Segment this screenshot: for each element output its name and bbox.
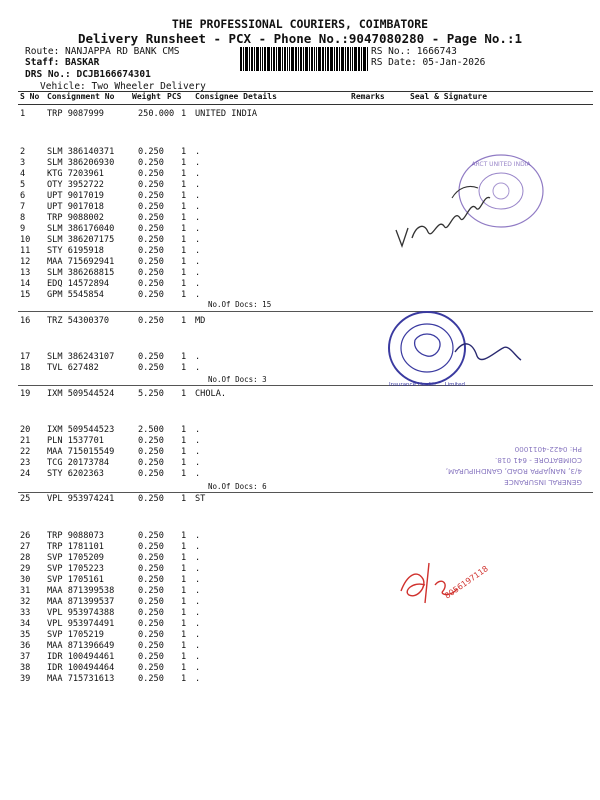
rs-date: RS Date: 05-Jan-2026 [371, 57, 486, 68]
row-consignee: . [195, 257, 201, 267]
row-weight: 0.250 [138, 352, 164, 362]
row-consignee: . [195, 290, 201, 300]
signature-red [395, 555, 490, 613]
row-consignment: SLM 386268815 [47, 268, 115, 278]
row-weight: 0.250 [138, 202, 164, 212]
row-consignee: MD [195, 316, 206, 326]
row-weight: 0.250 [138, 458, 164, 468]
doc-count-group3: No.Of Docs: 6 [208, 482, 267, 491]
row-sno: 18 [20, 363, 31, 373]
row-weight: 0.250 [138, 235, 164, 245]
row-weight: 250.000 [138, 109, 175, 119]
row-consignment: TVL 627482 [47, 363, 99, 373]
table-row [0, 630, 600, 641]
row-sno: 8 [20, 213, 26, 223]
row-pcs: 1 [181, 597, 187, 607]
row-consignee: . [195, 268, 201, 278]
row-pcs: 1 [181, 652, 187, 662]
row-consignee: . [195, 674, 201, 684]
address-stamp-line: GENERAL INSURANCE [504, 478, 582, 487]
row-pcs: 1 [181, 202, 187, 212]
row-consignee: . [195, 180, 201, 190]
row-consignee: . [195, 169, 201, 179]
table-row [0, 531, 600, 542]
row-consignment: IDR 100494461 [47, 652, 115, 662]
row-consignment: EDQ 14572894 [47, 279, 110, 289]
row-sno: 4 [20, 169, 26, 179]
row-consignee: . [195, 447, 201, 457]
row-weight: 0.250 [138, 147, 164, 157]
row-sno: 20 [20, 425, 31, 435]
row-consignee: . [195, 597, 201, 607]
row-weight: 0.250 [138, 224, 164, 234]
row-consignee: . [195, 469, 201, 479]
row-consignee: . [195, 352, 201, 362]
row-consignment: PLN 1537701 [47, 436, 104, 446]
table-row [0, 109, 600, 120]
table-row [0, 597, 600, 608]
row-sno: 35 [20, 630, 31, 640]
row-consignee: . [195, 458, 201, 468]
row-consignee: . [195, 191, 201, 201]
row-consignee: . [195, 213, 201, 223]
row-sno: 14 [20, 279, 31, 289]
row-weight: 0.250 [138, 191, 164, 201]
col-sno: S No [20, 92, 40, 101]
signature2-text: 8056197118 [442, 564, 490, 601]
address-stamp-line: 4/3, NANJAPPA ROAD, GANDHIPURAM, [445, 467, 582, 476]
row-sno: 19 [20, 389, 31, 399]
row-pcs: 1 [181, 469, 187, 479]
row-pcs: 1 [181, 641, 187, 651]
row-weight: 0.250 [138, 180, 164, 190]
row-sno: 21 [20, 436, 31, 446]
row-consignee: . [195, 586, 201, 596]
vehicle-label: Vehicle: Two Wheeler Delivery [40, 81, 206, 92]
row-weight: 0.250 [138, 674, 164, 684]
drs-number: DRS No.: DCJB166674301 [25, 69, 151, 80]
row-consignment: UPT 9017018 [47, 202, 104, 212]
row-consignment: OTY 3952722 [47, 180, 104, 190]
row-consignment: SLM 386176040 [47, 224, 115, 234]
row-weight: 0.250 [138, 268, 164, 278]
row-consignee: . [195, 436, 201, 446]
row-weight: 0.250 [138, 436, 164, 446]
table-row [0, 553, 600, 564]
row-sno: 13 [20, 268, 31, 278]
address-stamp [392, 400, 582, 488]
staff-label: Staff: BASKAR [25, 57, 100, 68]
row-sno: 30 [20, 575, 31, 585]
row-pcs: 1 [181, 213, 187, 223]
table-row [0, 290, 600, 301]
table-row [0, 564, 600, 575]
col-weight: Weight [132, 92, 161, 101]
table-row [0, 246, 600, 257]
row-sno: 37 [20, 652, 31, 662]
insurance-stamp [385, 308, 535, 390]
table-row [0, 268, 600, 279]
row-consignment: MAA 715731613 [47, 674, 115, 684]
row-consignee: . [195, 652, 201, 662]
row-consignment: MAA 871399538 [47, 586, 115, 596]
table-row [0, 235, 600, 246]
row-weight: 0.250 [138, 447, 164, 457]
row-weight: 0.250 [138, 158, 164, 168]
row-sno: 15 [20, 290, 31, 300]
table-row [0, 586, 600, 597]
col-consignment: Consignment No [47, 92, 115, 101]
row-pcs: 1 [181, 224, 187, 234]
row-consignee: . [195, 641, 201, 651]
row-pcs: 1 [181, 436, 187, 446]
row-consignment: SLM 386243107 [47, 352, 115, 362]
row-sno: 25 [20, 494, 31, 504]
row-weight: 0.250 [138, 469, 164, 479]
row-pcs: 1 [181, 363, 187, 373]
table-row [0, 641, 600, 652]
row-pcs: 1 [181, 586, 187, 596]
runsheet-subtitle: Delivery Runsheet - PCX - Phone No.:9047080280 - Page No.:1 [77, 31, 522, 46]
row-consignment: TRP 9088002 [47, 213, 104, 223]
row-consignee: . [195, 542, 201, 552]
row-sno: 11 [20, 246, 31, 256]
row-pcs: 1 [181, 494, 187, 504]
row-pcs: 1 [181, 608, 187, 618]
row-pcs: 1 [181, 352, 187, 362]
row-weight: 0.250 [138, 553, 164, 563]
row-pcs: 1 [181, 663, 187, 673]
address-stamp-line: COIMBATORE - 641 018. [494, 456, 582, 465]
row-consignee: . [195, 575, 201, 585]
row-pcs: 1 [181, 447, 187, 457]
table-row [0, 608, 600, 619]
row-weight: 0.250 [138, 213, 164, 223]
row-consignment: SLM 386207175 [47, 235, 115, 245]
doc-count-group2: No.Of Docs: 3 [208, 375, 267, 384]
table-row [0, 575, 600, 586]
row-pcs: 1 [181, 316, 187, 326]
row-pcs: 1 [181, 564, 187, 574]
table-row [0, 674, 600, 685]
row-consignment: IDR 100494464 [47, 663, 115, 673]
row-consignee: . [195, 608, 201, 618]
row-pcs: 1 [181, 389, 187, 399]
row-consignee: . [195, 158, 201, 168]
table-row [0, 652, 600, 663]
row-consignee: UNITED INDIA [195, 109, 258, 119]
row-consignee: . [195, 279, 201, 289]
row-pcs: 1 [181, 147, 187, 157]
row-pcs: 1 [181, 619, 187, 629]
row-sno: 9 [20, 224, 26, 234]
row-sno: 29 [20, 564, 31, 574]
row-weight: 0.250 [138, 316, 164, 326]
row-weight: 0.250 [138, 652, 164, 662]
row-sno: 6 [20, 191, 26, 201]
row-weight: 0.250 [138, 279, 164, 289]
row-pcs: 1 [181, 169, 187, 179]
row-consignment: SLM 386206930 [47, 158, 115, 168]
row-consignee: . [195, 224, 201, 234]
row-pcs: 1 [181, 279, 187, 289]
barcode [240, 47, 368, 71]
row-sno: 22 [20, 447, 31, 457]
row-consignment: TRP 9087999 [47, 109, 104, 119]
row-weight: 0.250 [138, 586, 164, 596]
row-consignee: . [195, 564, 201, 574]
row-weight: 0.250 [138, 257, 164, 267]
row-consignee: . [195, 663, 201, 673]
row-consignee: ST [195, 494, 206, 504]
row-consignment: TRP 9088073 [47, 531, 104, 541]
row-consignment: SVP 1705223 [47, 564, 104, 574]
row-consignment: KTG 7203961 [47, 169, 104, 179]
row-sno: 23 [20, 458, 31, 468]
row-pcs: 1 [181, 257, 187, 267]
row-sno: 36 [20, 641, 31, 651]
row-sno: 28 [20, 553, 31, 563]
row-consignee: . [195, 235, 201, 245]
table-row [0, 494, 600, 505]
row-sno: 26 [20, 531, 31, 541]
signature-varinanesh [392, 178, 502, 258]
col-seal-signature: Seal & Signature [410, 92, 488, 101]
row-sno: 38 [20, 663, 31, 673]
row-weight: 0.250 [138, 564, 164, 574]
row-sno: 5 [20, 180, 26, 190]
row-weight: 0.250 [138, 663, 164, 673]
row-pcs: 1 [181, 425, 187, 435]
row-pcs: 1 [181, 191, 187, 201]
group-divider [18, 492, 593, 493]
row-pcs: 1 [181, 542, 187, 552]
rs-number: RS No.: 1666743 [371, 46, 457, 57]
row-consignment: IXM 509544523 [47, 425, 115, 435]
row-pcs: 1 [181, 575, 187, 585]
row-sno: 39 [20, 674, 31, 684]
row-pcs: 1 [181, 290, 187, 300]
row-pcs: 1 [181, 458, 187, 468]
row-sno: 27 [20, 542, 31, 552]
row-consignment: MAA 871396649 [47, 641, 115, 651]
row-pcs: 1 [181, 109, 187, 119]
row-consignment: MAA 715015549 [47, 447, 115, 457]
company-title: THE PROFESSIONAL COURIERS, COIMBATORE [171, 17, 429, 31]
row-consignment: UPT 9017019 [47, 191, 104, 201]
row-consignee: . [195, 147, 201, 157]
row-sno: 3 [20, 158, 26, 168]
col-remarks: Remarks [351, 92, 385, 101]
row-consignment: TRZ 54300370 [47, 316, 110, 326]
address-stamp-line: PH: 0422-4011000 [514, 445, 582, 454]
row-weight: 0.250 [138, 169, 164, 179]
row-pcs: 1 [181, 180, 187, 190]
row-weight: 0.250 [138, 575, 164, 585]
stamp1-text: ARCT UNITED INDIA [471, 161, 531, 168]
row-pcs: 1 [181, 246, 187, 256]
row-consignee: CHOLA. [195, 389, 227, 399]
table-row [0, 257, 600, 268]
row-consignment: MAA 871399537 [47, 597, 115, 607]
row-sno: 1 [20, 109, 26, 119]
row-sno: 33 [20, 608, 31, 618]
route-label: Route: NANJAPPA RD BANK CMS [25, 46, 180, 57]
row-weight: 0.250 [138, 608, 164, 618]
row-consignee: . [195, 425, 201, 435]
row-weight: 0.250 [138, 290, 164, 300]
row-consignee: . [195, 246, 201, 256]
row-consignment: IXM 509544524 [47, 389, 115, 399]
row-consignment: VPL 953974388 [47, 608, 115, 618]
row-pcs: 1 [181, 235, 187, 245]
row-sno: 24 [20, 469, 31, 479]
row-consignee: . [195, 553, 201, 563]
row-weight: 0.250 [138, 363, 164, 373]
row-sno: 34 [20, 619, 31, 629]
row-consignee: . [195, 531, 201, 541]
col-pcs: PCS [167, 92, 182, 101]
row-weight: 2.500 [138, 425, 164, 435]
row-consignment: SVP 1705161 [47, 575, 104, 585]
table-row [0, 389, 600, 400]
row-sno: 16 [20, 316, 31, 326]
row-weight: 0.250 [138, 542, 164, 552]
row-weight: 0.250 [138, 630, 164, 640]
row-consignment: SLM 386140371 [47, 147, 115, 157]
row-pcs: 1 [181, 553, 187, 563]
table-row [0, 619, 600, 630]
row-consignment: VPL 953974241 [47, 494, 115, 504]
row-consignment: STY 6202363 [47, 469, 104, 479]
table-row [0, 663, 600, 674]
row-consignment: GPM 5545854 [47, 290, 104, 300]
row-weight: 0.250 [138, 619, 164, 629]
row-consignee: . [195, 363, 201, 373]
row-consignment: STY 6195918 [47, 246, 104, 256]
row-pcs: 1 [181, 268, 187, 278]
row-pcs: 1 [181, 531, 187, 541]
row-weight: 0.250 [138, 246, 164, 256]
row-consignee: . [195, 630, 201, 640]
row-consignment: TRP 1781101 [47, 542, 104, 552]
row-sno: 7 [20, 202, 26, 212]
row-consignment: SVP 1705209 [47, 553, 104, 563]
row-pcs: 1 [181, 158, 187, 168]
row-sno: 31 [20, 586, 31, 596]
row-sno: 10 [20, 235, 31, 245]
col-consignee-details: Consignee Details [195, 92, 277, 101]
row-weight: 5.250 [138, 389, 164, 399]
table-row [0, 279, 600, 290]
row-sno: 12 [20, 257, 31, 267]
doc-count-group1: No.Of Docs: 15 [208, 300, 272, 309]
row-consignment: TCG 20173784 [47, 458, 110, 468]
row-weight: 0.250 [138, 597, 164, 607]
row-consignment: MAA 715692941 [47, 257, 115, 267]
row-sno: 17 [20, 352, 31, 362]
row-weight: 0.250 [138, 531, 164, 541]
row-consignment: VPL 953974491 [47, 619, 115, 629]
table-row [0, 542, 600, 553]
row-consignment: SVP 1705219 [47, 630, 104, 640]
row-pcs: 1 [181, 630, 187, 640]
row-sno: 2 [20, 147, 26, 157]
header-bottom-rule [18, 104, 593, 105]
row-weight: 0.250 [138, 641, 164, 651]
row-weight: 0.250 [138, 494, 164, 504]
row-consignee: . [195, 202, 201, 212]
row-pcs: 1 [181, 674, 187, 684]
stamp2-text: Insurance Health ... Limited [388, 382, 466, 388]
row-consignee: . [195, 619, 201, 629]
row-sno: 32 [20, 597, 31, 607]
